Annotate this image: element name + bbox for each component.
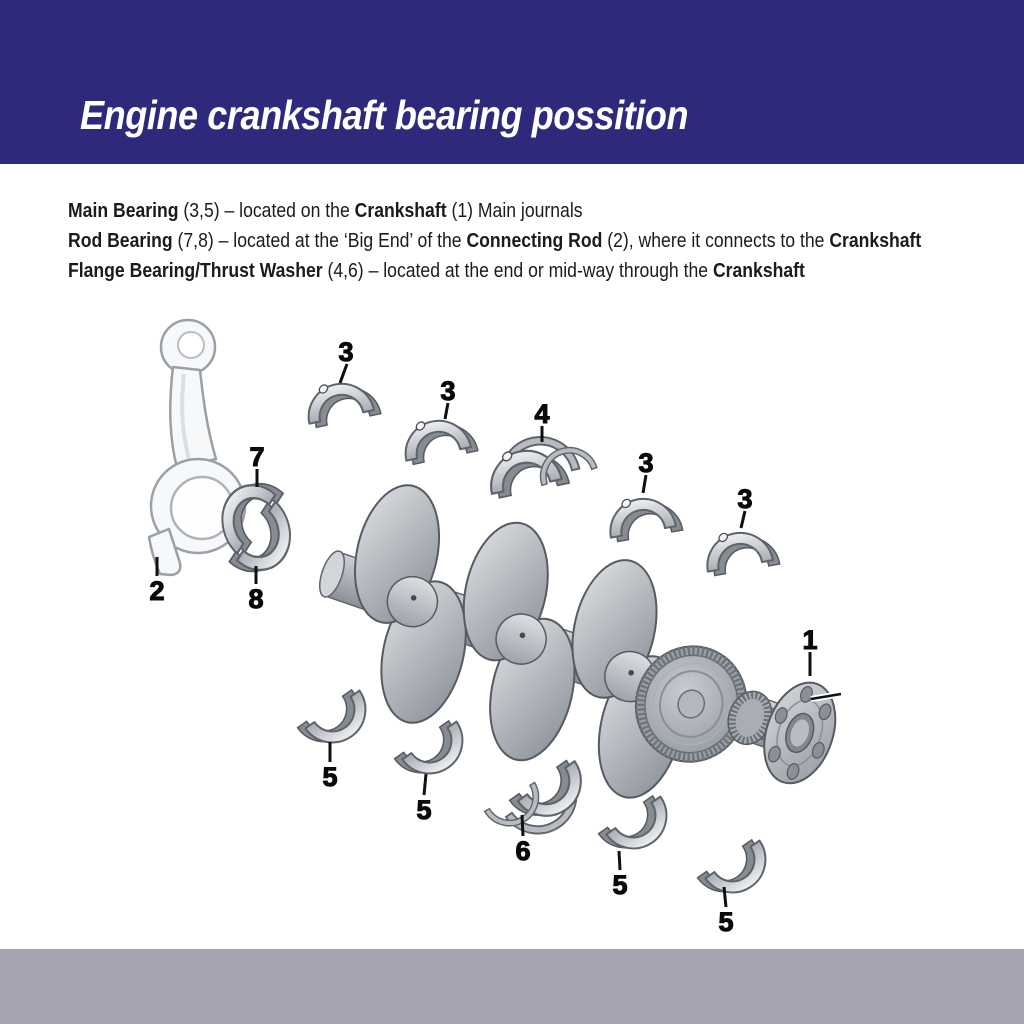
part-label-5: 5 (322, 762, 338, 792)
part-label-2: 2 (149, 576, 165, 606)
flange-bearing-6 (499, 757, 600, 849)
leader-line (424, 774, 426, 795)
part-label-7: 7 (249, 442, 265, 472)
part-label-1: 1 (802, 625, 818, 655)
bearing-shell-5 (698, 836, 779, 908)
page-title: Engine crankshaft bearing possition (80, 92, 689, 138)
bearing-shell-3 (399, 410, 478, 465)
rod-shank (170, 367, 216, 468)
part-label-3: 3 (737, 484, 753, 514)
part-label-5: 5 (612, 870, 628, 900)
part-label-4: 4 (534, 399, 550, 429)
leader-line (522, 815, 523, 836)
part-label-8: 8 (248, 584, 264, 614)
part-label-3: 3 (638, 448, 654, 478)
description-line: Flange Bearing/Thrust Washer (4,6) – located at the end or mid-way through the Crankshaft (68, 260, 805, 282)
crankshaft-flange (752, 673, 848, 793)
part-label-3: 3 (440, 376, 456, 406)
footer-band (0, 949, 1024, 1024)
part-label-5: 5 (718, 907, 734, 937)
bearing-shell-5 (298, 686, 379, 758)
part-label-3: 3 (338, 337, 354, 367)
leader-line (724, 887, 726, 907)
description-line: Main Bearing (3,5) – located on the Crankshaft (1) Main journals (68, 200, 583, 222)
part-label-5: 5 (416, 795, 432, 825)
bearing-shell-3 (605, 489, 683, 542)
rod-small-end-hole (178, 332, 204, 358)
bearing-shell-3 (702, 523, 780, 576)
description-line: Rod Bearing (7,8) – located at the ‘Big End’ of the Connecting Rod (2), where it connects to the Crankshaft (68, 230, 922, 252)
flange-bearing-4 (482, 430, 582, 500)
bearing-shell-5 (395, 717, 476, 789)
part-label-6: 6 (515, 836, 531, 866)
bearing-shell-5 (599, 792, 680, 864)
leader-line (619, 851, 620, 870)
